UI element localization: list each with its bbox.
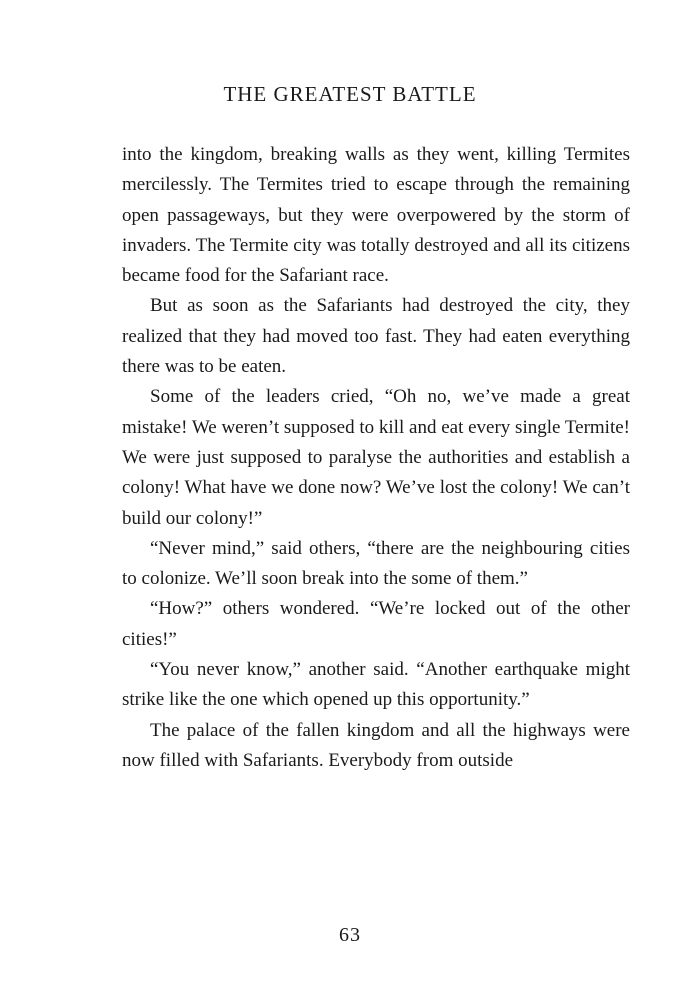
running-header: THE GREATEST BATTLE	[223, 82, 477, 106]
body-text	[122, 140, 630, 776]
paragraph: “How?” others wondered. “We’re locked out of the other cities!”	[122, 598, 630, 650]
paragraph-continuation: into the kingdom, breaking walls as they went, killing Termites mercilessly. The Termites tried to escape through the remaining open passageways, but they were overpowered by the storm of invaders. The Termite city was totally destroyed and all its citizens became food for the Safariant race.	[122, 144, 630, 287]
paragraph: But as soon as the Safariants had destroyed the city, they realized that they had moved too fast. They had eaten everything there was to be eaten.	[122, 295, 630, 378]
paragraph: Some of the leaders cried, “Oh no, we’ve made a great mistake! We weren’t supposed to kill and eat every single Termite! We were just supposed to paralyse the authorities and establish a colony! What have we done now? We’ve lost the colony! We can’t build our colony!”	[122, 386, 630, 529]
page-number: 63	[339, 924, 361, 946]
paragraph: The palace of the fallen kingdom and all the highways were now filled with Safariants. Everybody from outside	[122, 719, 630, 771]
paragraph: “Never mind,” said others, “there are the neighbouring cities to colonize. We’ll soon break into the some of them.”	[122, 537, 630, 590]
paragraph: “You never know,” another said. “Another earthquake might strike like the one which opened up this opportunity.”	[122, 659, 630, 711]
